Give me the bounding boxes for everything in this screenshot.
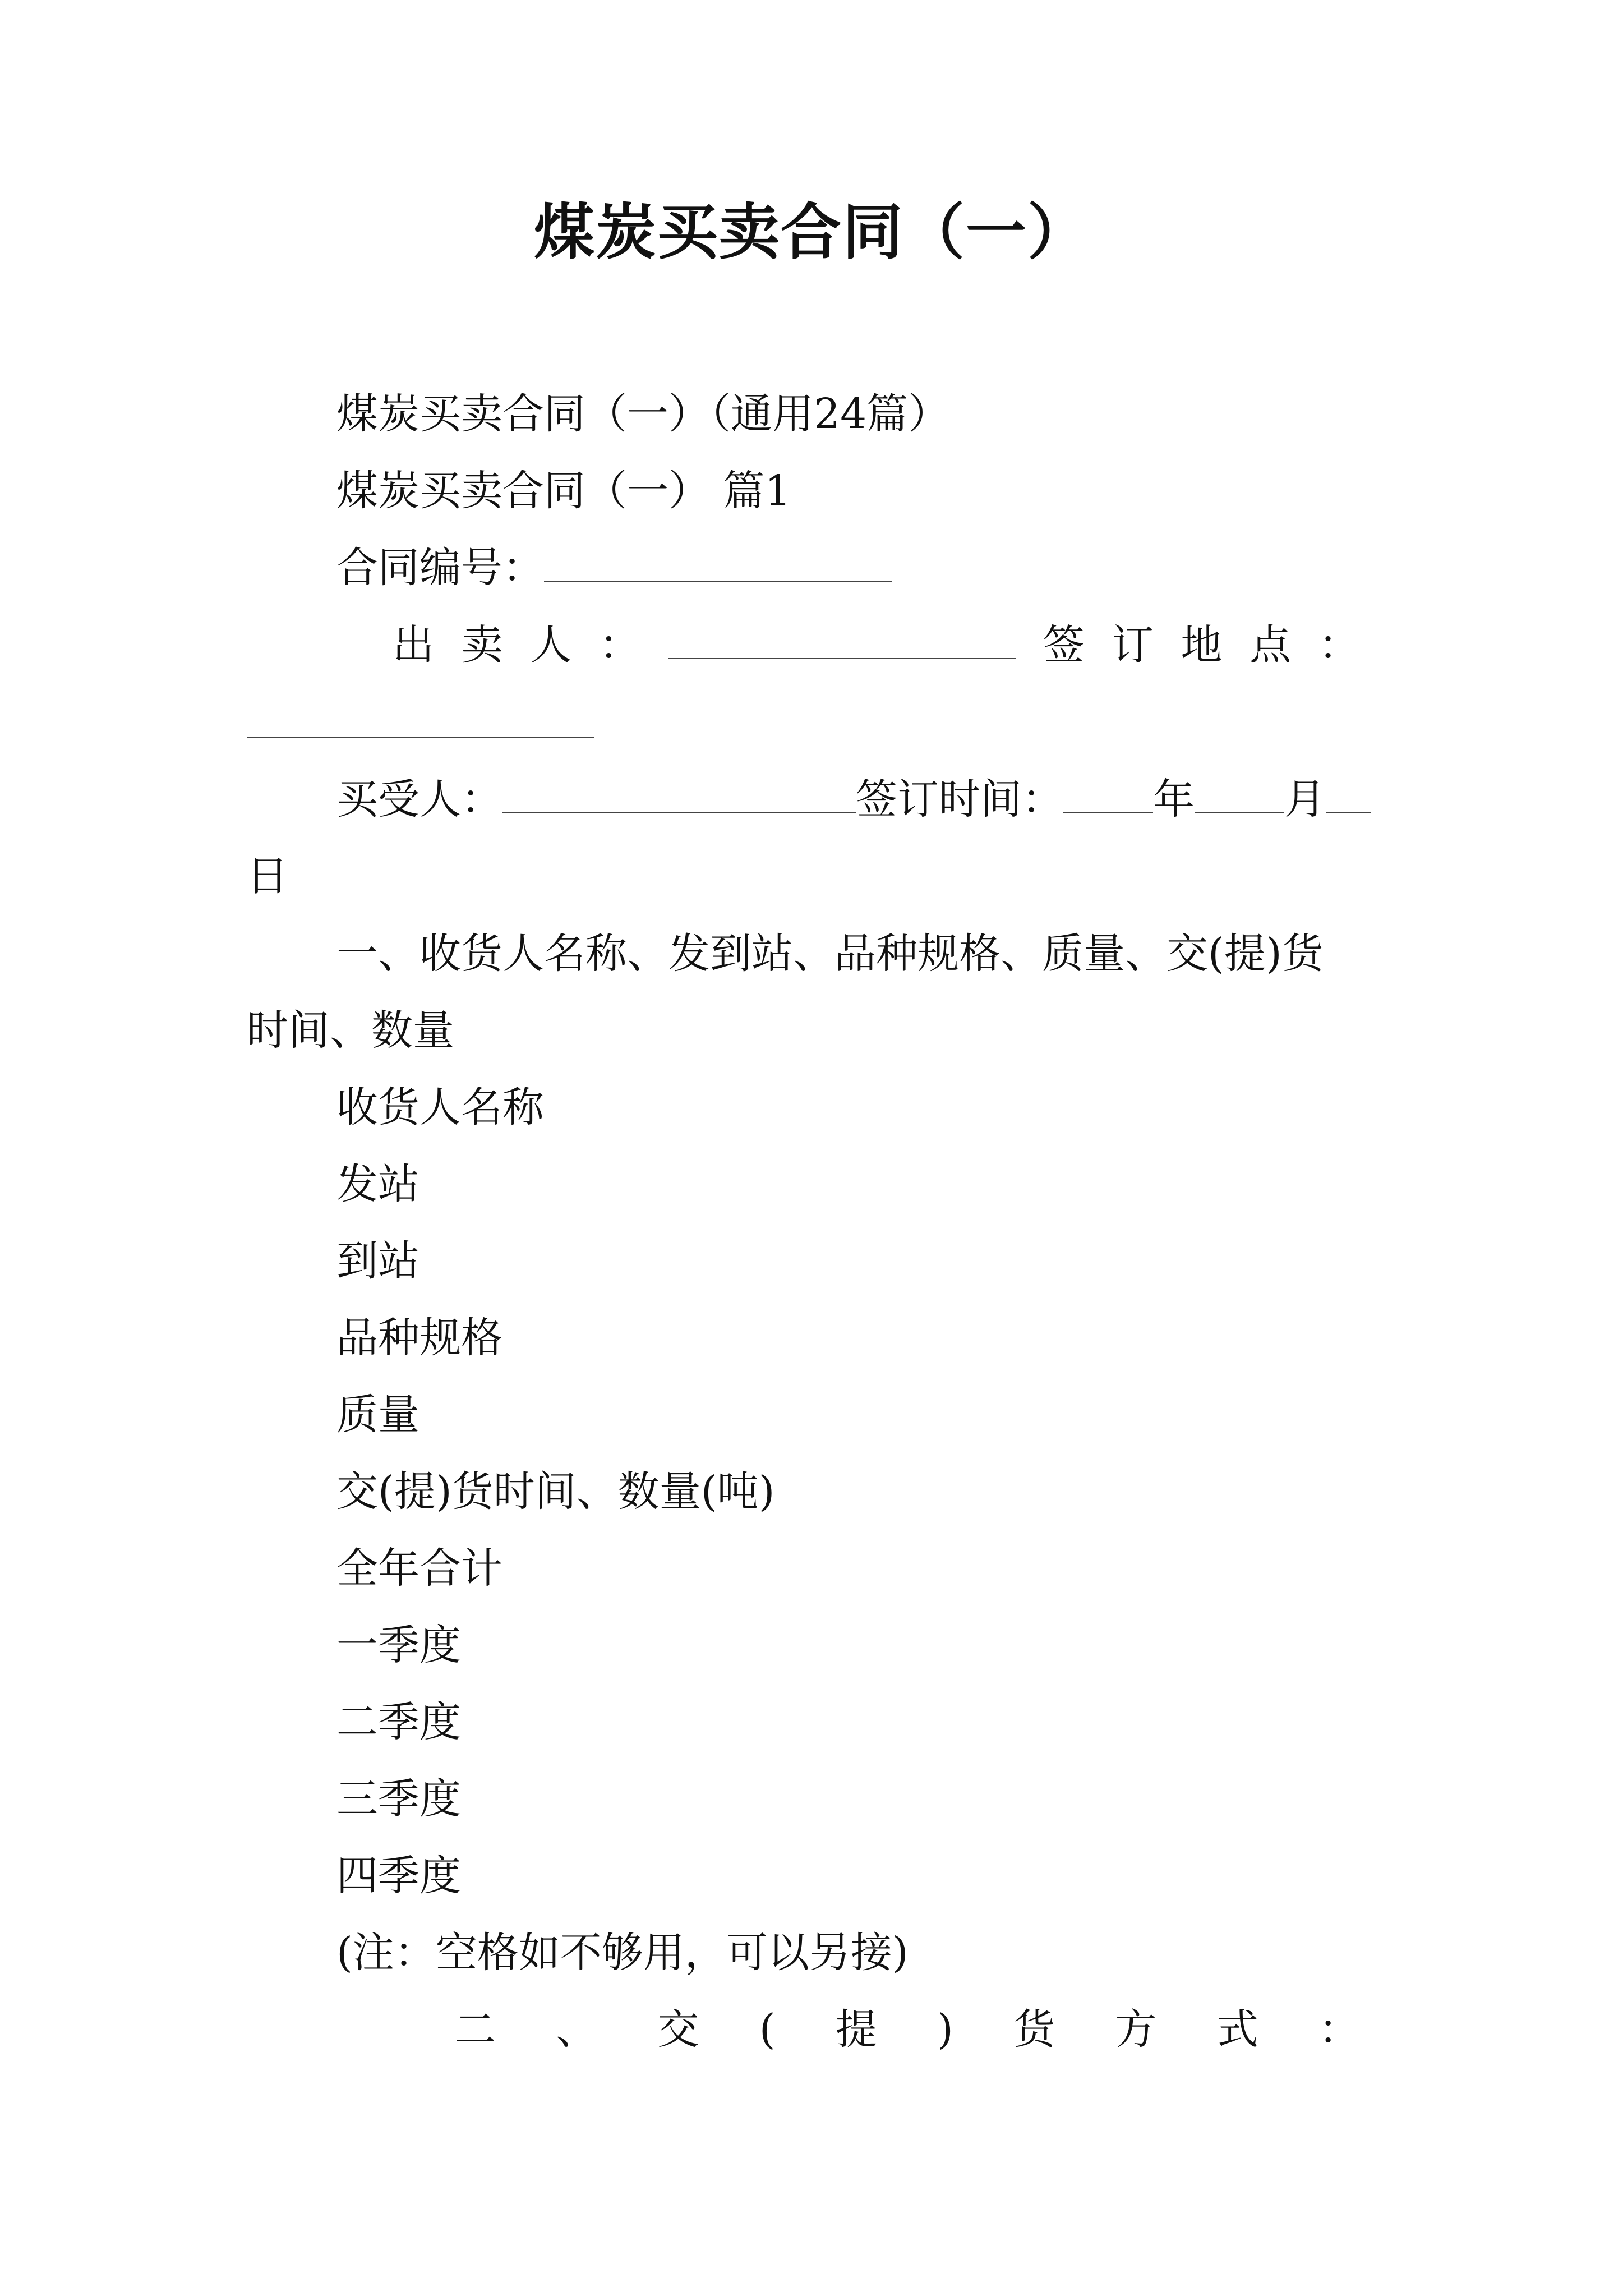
seller-sign-place-line [393, 617, 1360, 673]
section-2-char: 、 [556, 2005, 598, 2054]
subtitle: 煤炭买卖合同（一）（通用24篇） [336, 390, 950, 438]
list-item: 交(提)货时间、数量(吨) [336, 1467, 775, 1516]
contract-number-blank [544, 543, 892, 582]
section-1-heading-line-2: 时间、数量 [247, 1006, 454, 1055]
list-item: 到站 [336, 1237, 419, 1285]
contract-number-line [336, 540, 892, 596]
list-item: 质量 [336, 1391, 419, 1439]
section-2-char: 二 [454, 2005, 496, 2054]
section-2-char: 交 [657, 2005, 699, 2054]
sign-place-label-char: ： [1318, 621, 1360, 669]
sign-place-label-char: 点 [1249, 621, 1292, 669]
day-label: 日 [247, 852, 288, 900]
list-item: 品种规格 [336, 1314, 502, 1362]
list-item: 三季度 [336, 1775, 461, 1823]
seller-label-char: 人 [530, 621, 572, 669]
sign-place-label-char: 签 [1043, 621, 1085, 669]
buyer-sign-time-line [336, 771, 1371, 827]
sign-place-blank [247, 699, 594, 738]
month-blank [1195, 775, 1284, 813]
month-label: 月 [1284, 775, 1326, 823]
list-item: 二季度 [336, 1698, 461, 1746]
buyer-blank [502, 775, 856, 813]
section-2-heading [454, 2001, 1360, 2058]
document-title: 煤炭买卖合同（一） [533, 197, 1089, 268]
buyer-label: 买受人： [336, 775, 502, 823]
contract-number-label: 合同编号： [336, 544, 544, 592]
seller-label-char: 出 [393, 621, 434, 669]
day-blank [1326, 775, 1371, 813]
list-item: 全年合计 [336, 1544, 502, 1593]
sign-place-blank-line [247, 696, 594, 752]
section-2-char: ： [1318, 2005, 1360, 2054]
seller-blank [668, 620, 1016, 659]
sign-place-label-char: 地 [1181, 621, 1223, 669]
part-heading: 煤炭买卖合同（一） 篇1 [336, 467, 791, 515]
list-item: 一季度 [336, 1621, 461, 1669]
section-2-char: 方 [1115, 2005, 1157, 2054]
list-item: 发站 [336, 1160, 419, 1208]
note-line: (注：空格如不够用，可以另接) [336, 1929, 909, 1977]
year-blank [1063, 775, 1153, 813]
seller-label-char: ： [599, 621, 641, 669]
section-2-char: ( [759, 2005, 776, 2054]
section-2-char: ) [937, 2005, 953, 2054]
section-2-char: 提 [835, 2005, 877, 2054]
year-label: 年 [1153, 775, 1195, 823]
section-2-char: 式 [1216, 2005, 1258, 2054]
section-2-char: 货 [1013, 2005, 1055, 2054]
list-item: 四季度 [336, 1852, 461, 1900]
sign-time-label: 签订时间： [856, 775, 1063, 823]
section-1-heading-line-1: 一、收货人名称、发到站、品种规格、质量、交(提)货 [336, 930, 1324, 978]
list-item: 收货人名称 [336, 1083, 544, 1131]
sign-place-label-char: 订 [1112, 621, 1154, 669]
seller-label-char: 卖 [461, 621, 503, 669]
